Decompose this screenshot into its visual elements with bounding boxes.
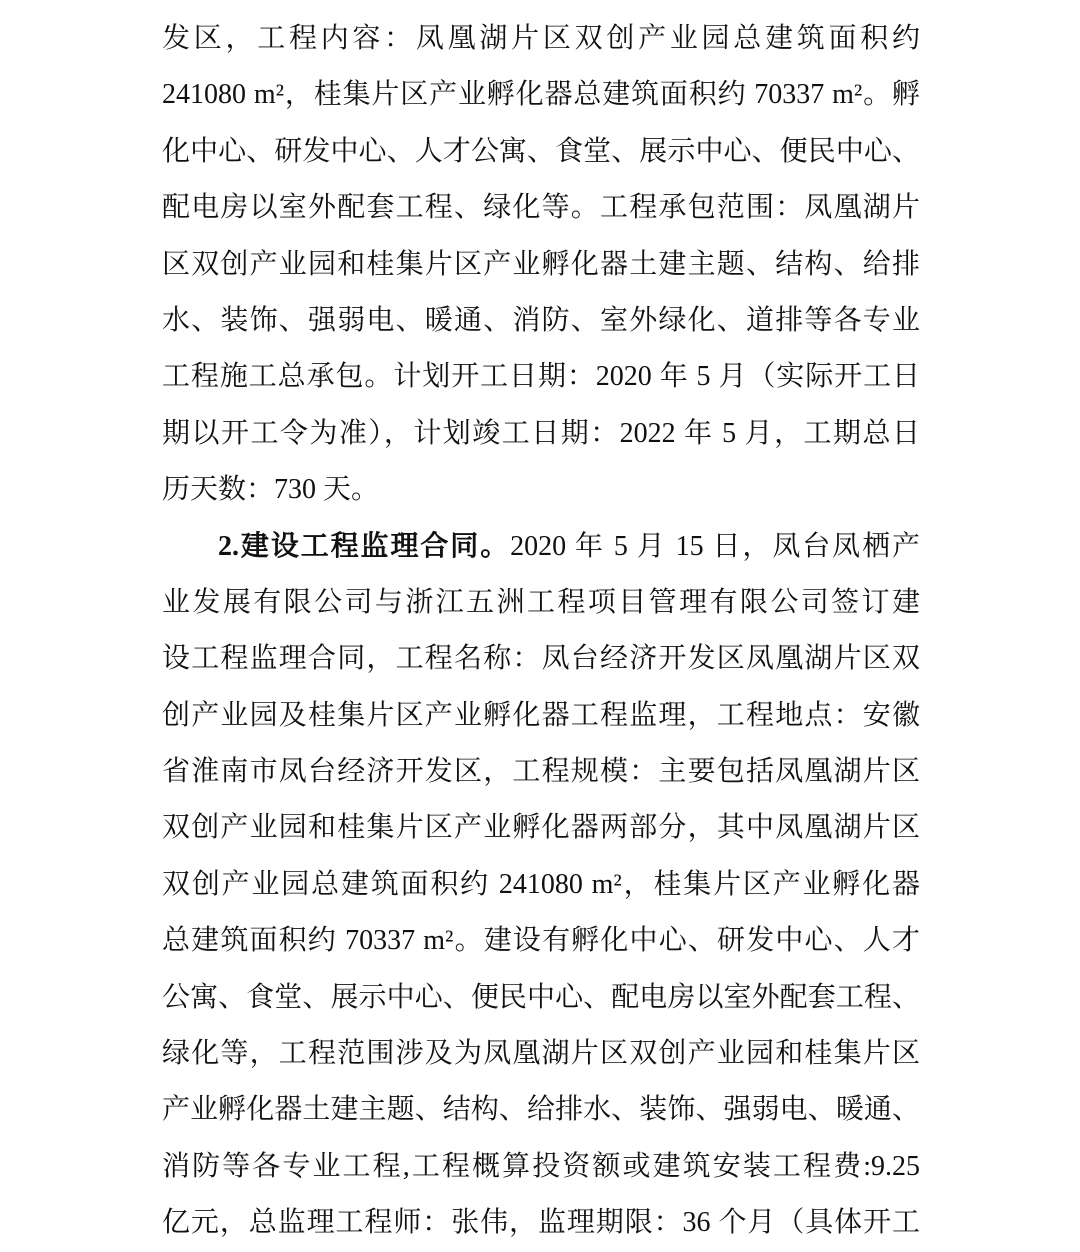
text-line: 设工程监理合同，工程名称：凤台经济开发区凤凰湖片区双: [162, 643, 920, 675]
text-run: 2020 年 5 月 15 日，凤台凤栖产: [510, 530, 920, 562]
text-line: 配电房以室外配套工程、绿化等。工程承包范围：凤凰湖片: [162, 192, 920, 224]
text-line: 工程施工总承包。计划开工日期：2020 年 5 月（实际开工日: [162, 361, 920, 393]
text-line: 化中心、研发中心、人才公寓、食堂、展示中心、便民中心、: [162, 135, 920, 167]
text-line: 公寓、食堂、展示中心、便民中心、配电房以室外配套工程、: [162, 981, 920, 1013]
text-line: 历天数：730 天。: [162, 474, 380, 506]
text-line: 产业孵化器土建主题、结构、给排水、装饰、强弱电、暖通、: [162, 1094, 920, 1126]
text-line: 业发展有限公司与浙江五洲工程项目管理有限公司签订建: [162, 586, 920, 618]
text-line: 总建筑面积约 70337 m²。建设有孵化中心、研发中心、人才: [162, 925, 920, 957]
text-line: 双创产业园总建筑面积约 241080 m²，桂集片区产业孵化器: [162, 868, 920, 900]
text-line: 省淮南市凤台经济开发区，工程规模：主要包括凤凰湖片区: [162, 756, 920, 788]
text-line: 消防等各专业工程,工程概算投资额或建筑安装工程费:9.25: [162, 1150, 920, 1182]
text-line: 241080 m²，桂集片区产业孵化器总建筑面积约 70337 m²。孵: [162, 79, 920, 111]
text-line: 区双创产业园和桂集片区产业孵化器土建主题、结构、给排: [162, 248, 920, 280]
section-heading-supervision-contract: 2.建设工程监理合同。: [218, 530, 511, 562]
paragraph-construction-contract: [162, 11, 920, 519]
text-line: 发区，工程内容：凤凰湖片区双创产业园总建筑面积约: [162, 23, 920, 54]
text-line: 亿元，总监理工程师：张伟，监理期限：36 个月（具体开工: [162, 1207, 920, 1239]
text-line: 水、装饰、强弱电、暖通、消防、室外绿化、道排等各专业: [162, 304, 920, 336]
text-line: [162, 519, 920, 575]
text-line: 期以开工令为准），计划竣工日期：2022 年 5 月，工期总日: [162, 417, 920, 449]
paragraph-supervision-contract: [162, 519, 920, 1252]
text-line: 绿化等，工程范围涉及为凤凰湖片区双创产业园和桂集片区: [162, 1038, 920, 1070]
text-line: 双创产业园和桂集片区产业孵化器两部分，其中凤凰湖片区: [162, 812, 920, 844]
text-line: 创产业园及桂集片区产业孵化器工程监理，工程地点：安徽: [162, 699, 920, 731]
